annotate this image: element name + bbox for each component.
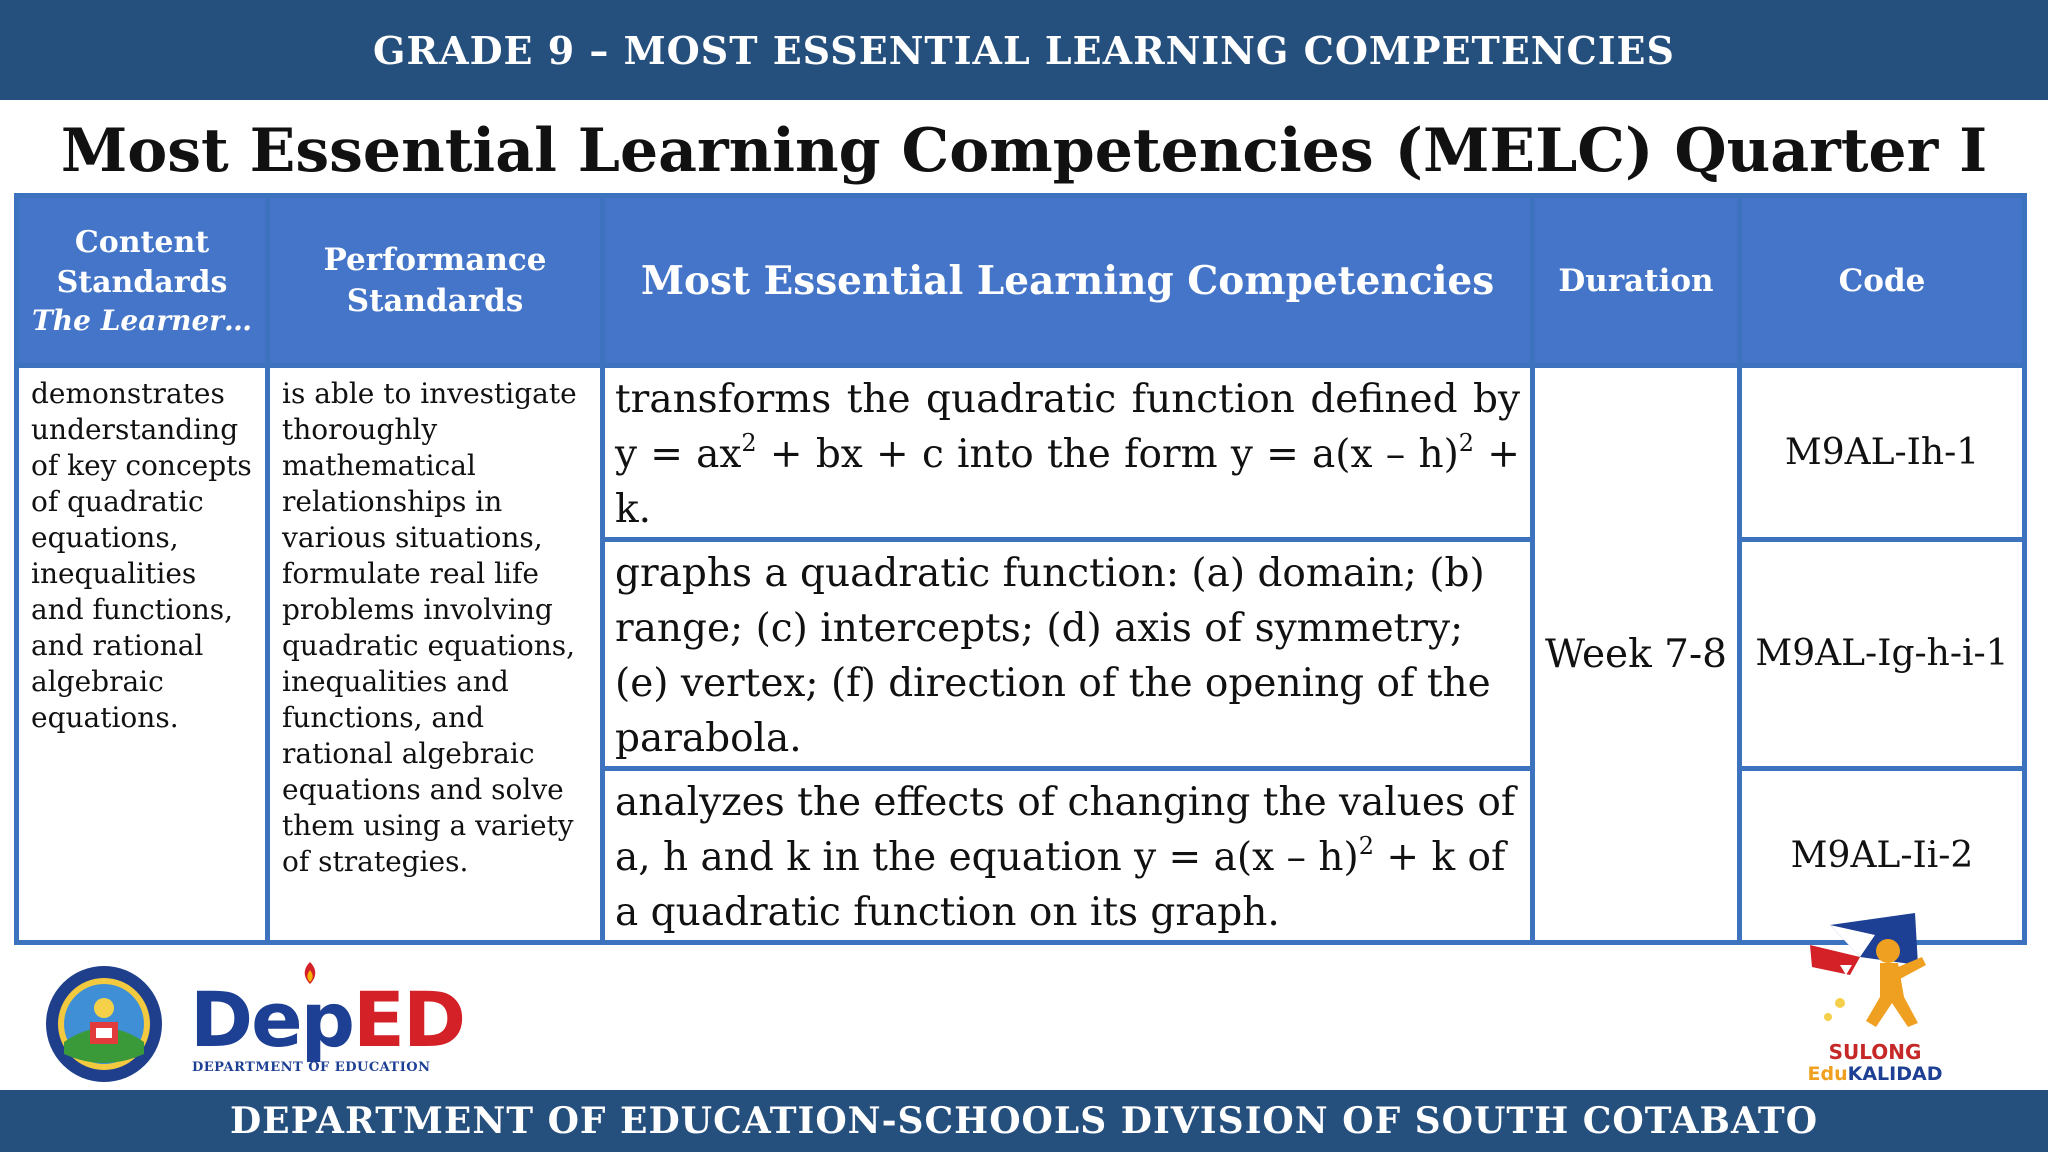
header-learner-label: The Learner… [31,303,253,337]
code-cell-3: M9AL-Ii-2 [1740,769,2025,943]
table-header-row [17,196,2025,366]
header-code: Code [1740,196,2025,366]
page-title: Most Essential Learning Competencies (MELC) Quarter I [60,116,1988,186]
header-content-standards: Content Standards The Learner… [17,196,268,366]
deped-subtitle: DEPARTMENT OF EDUCATION [192,1060,431,1075]
performance-standard-cell: is able to investigate thoroughly mathematical relationships in various situations, formulate real life problems involving quadratic equations, inequalities and functions, and rational algebraic equations and solve them using a variety of strategies. [268,366,603,943]
code-cell-1: M9AL-Ih-1 [1740,366,2025,540]
competency-cell-3: analyzes the effects of changing the values of a, h and k in the equation y = a(x – h)$^2$ + k of a quadratic function on its graph. [603,769,1533,943]
competency-cell-1: transforms the quadratic function defined by $y = ax^2$ + bx + c into the form y = a(x – h)$^2$ + k. [603,366,1533,540]
division-seal-logo [44,964,164,1084]
competency-cell-2: graphs a quadratic function: (a) domain; (b) range; (c) intercepts; (d) axis of symmetry; (e) vertex; (f) direction of the opening of the parabola. [603,540,1533,769]
runner-flag-icon [1800,905,1950,1045]
header-melc: Most Essential Learning Competencies [603,196,1533,366]
sulong-edukalidad-logo [1800,905,1950,1090]
footer-banner [0,1090,2048,1152]
header-duration: Duration [1533,196,1740,366]
code-cell-2: M9AL-Ig-h-i-1 [1740,540,2025,769]
header-performance-standards: Performance Standards [268,196,603,366]
deped-logo [190,960,465,1080]
table-row [17,366,2025,540]
sulong-text: SULONG EduKALIDAD [1807,1040,1943,1085]
deped-wordmark: DepED [190,975,465,1064]
banner-text: GRADE 9 – MOST ESSENTIAL LEARNING COMPETENCIES [373,27,1675,73]
footer-text: DEPARTMENT OF EDUCATION-SCHOOLS DIVISION OF SOUTH COTABATO [229,1100,1819,1142]
top-banner [0,0,2048,100]
content-standard-cell: demonstrates understanding of key concepts of quadratic equations, inequalities and functions, and rational algebraic equations. [17,366,268,943]
duration-cell: Week 7-8 [1533,366,1740,943]
melc-table [14,193,2027,945]
